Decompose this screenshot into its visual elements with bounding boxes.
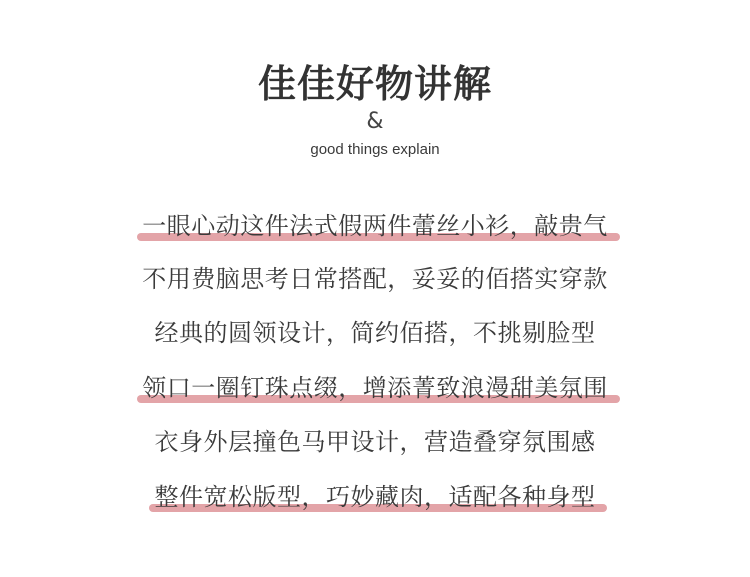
description-line (0, 313, 750, 353)
page-subtitle: good things explain (310, 141, 440, 158)
ampersand-divider: & (366, 109, 384, 134)
description-line-text: 衣身外层撞色马甲设计，营造叠穿氛围感 (154, 428, 596, 456)
description-line (0, 368, 750, 408)
description-line-text: 不用费脑思考日常搭配，妥妥的佰搭实穿款 (142, 265, 608, 293)
description-line-text: 整件宽松版型，巧妙藏肉，适配各种身型 (154, 483, 596, 511)
description-line (0, 422, 750, 462)
description-line-text: 经典的圆领设计，简约佰搭，不挑剔脸型 (154, 319, 596, 347)
description-line (0, 477, 750, 517)
page-title: 佳佳好物讲解 (257, 62, 492, 106)
description-line-text: 领口一圈钉珠点缀，增添菁致浪漫甜美氛围 (142, 374, 608, 402)
description-line-text: 一眼心动这件法式假两件蕾丝小衫，敲贵气 (142, 212, 608, 240)
description-line (0, 259, 750, 299)
description-line (0, 206, 750, 246)
